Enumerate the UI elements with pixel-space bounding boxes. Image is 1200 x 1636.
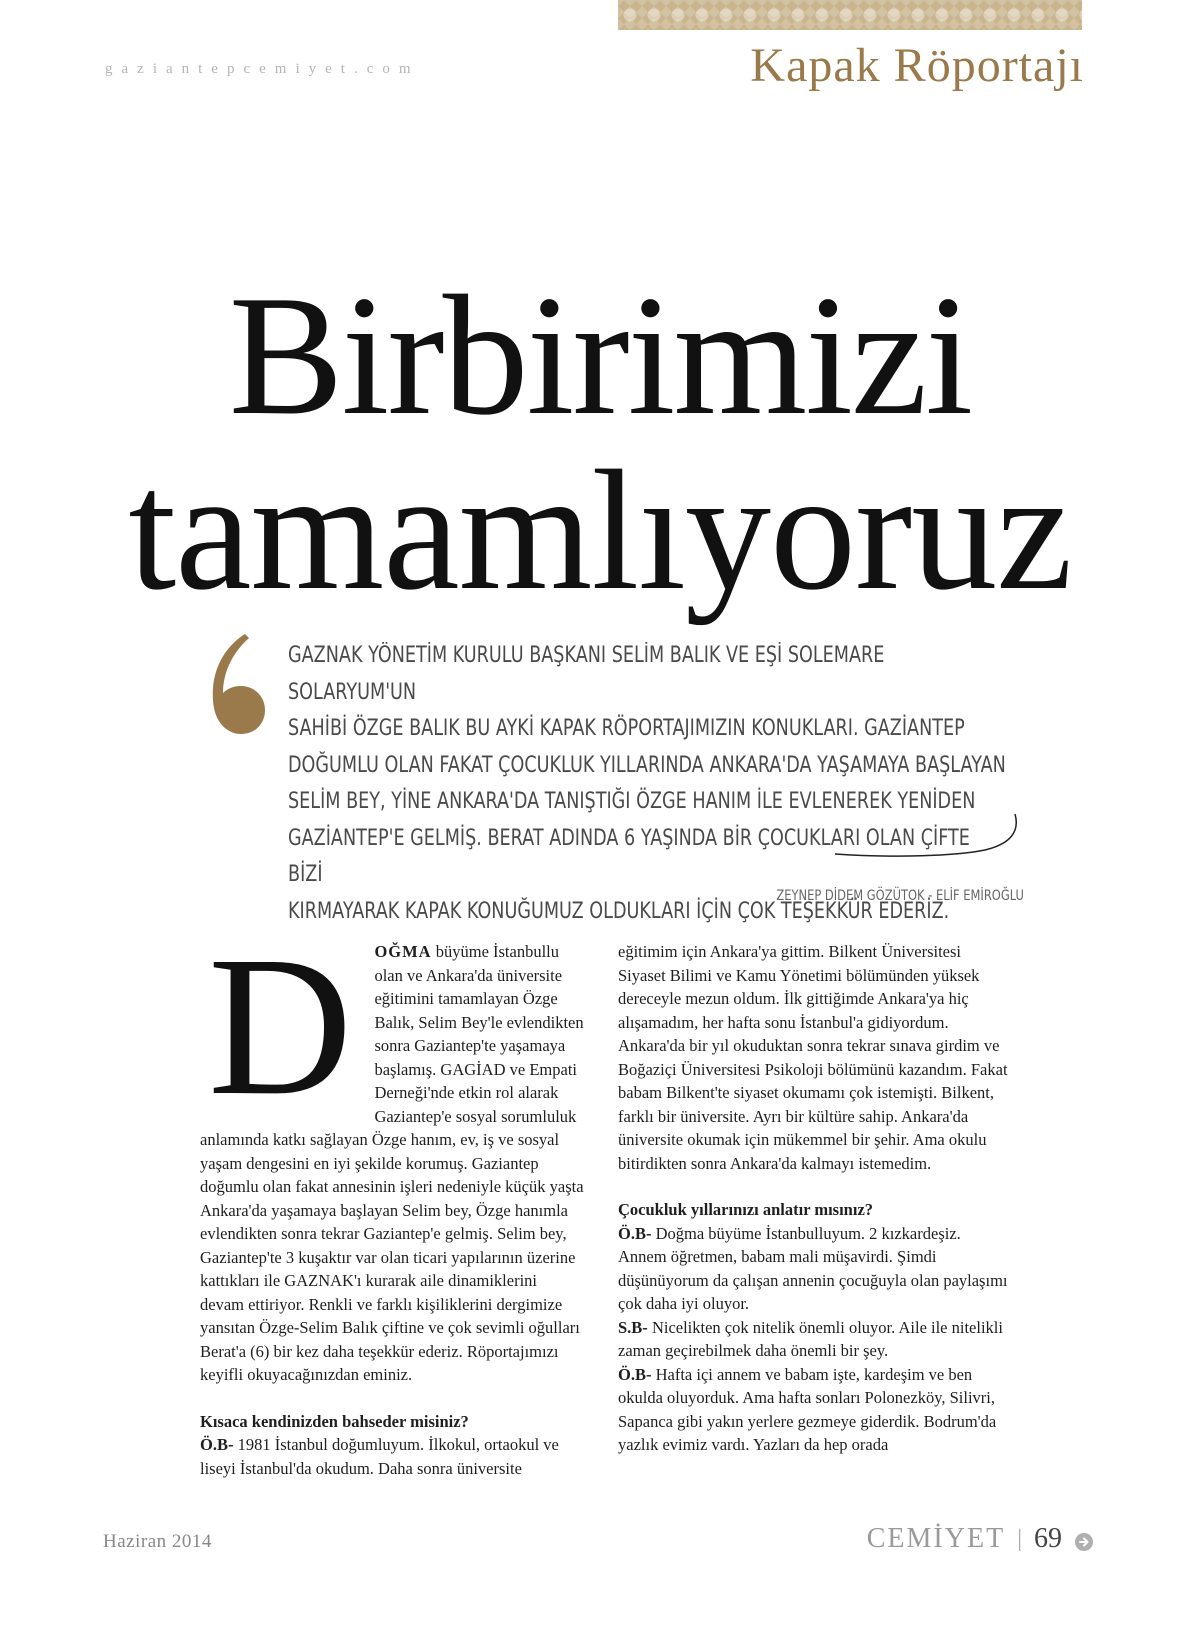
lead-word: OĞMA (374, 942, 432, 961)
speaker-tag: Ö.B- (618, 1364, 652, 1384)
speaker-tag: Ö.B- (200, 1435, 234, 1454)
quote-mark-icon (205, 630, 269, 740)
issue-date: Haziran 2014 (103, 1531, 212, 1552)
intro-line: SAHİBİ ÖZGE BALIK BU AYKİ KAPAK RÖPORTAJIMIZIN KONUKLARI. GAZİANTEP (288, 716, 965, 741)
intro-line: DOĞUMLU OLAN FAKAT ÇOCUKLUK YILLARINDA ANKARA'DA YAŞAMAYA BAŞLAYAN (288, 752, 1006, 778)
footer-folio (867, 1523, 1062, 1555)
answer-text: Doğma büyüme İstanbulluyum. 2 kızkardeşiz. Annem öğretmen, babam mali müşavirdi. Şimdi düşünüyorum da çalışan annenin çocuğuyla olan paylaşımı çok daha iyi oluyor. (618, 1223, 1008, 1313)
answer-text: eğitimim için Ankara'ya gittim. Bilkent Üniversitesi Siyaset Bilimi ve Kamu Yönetimi bölümünden yüksek dereceyle mezun oldum. İlk gittiğimde Ankara'ya hiç alışamadım, her hafta sonu İstanbul'a gidiyordum. Ankara'da bir yıl okuduktan sonra tekrar sınava girdim ve Boğaziçi Üniversitesi Psikoloji bölümünü kazandım. Fakat babam Bilkent'te siyaset okumamı çok istemişti. Bilkent, farklı bir üniversite. Ayrı bir kültüre sahip. Ankara'da üniversite okumak için mükemmel bir şehir. Ama okulu bitirdikten sonra Ankara'da kalmayı istemedim. (618, 942, 1008, 1173)
dropcap: D (208, 916, 353, 1137)
speaker-tag: S.B- (618, 1317, 648, 1337)
intro-line: KIRMAYARAK KAPAK KONUĞUMUZ OLDUKLARI İÇİN ÇOK TEŞEKKÜR EDERİZ. (288, 898, 950, 924)
intro-line: SELİM BEY, YİNE ANKARA'DA TANIŞTIĞI ÖZGE HANIM İLE EVLENEREK YENİDEN (288, 789, 976, 814)
author-credits: ZEYNEP DİDEM GÖZÜTOK - ELİF EMİROĞLU (776, 888, 1024, 904)
lead-paragraph: büyüme İstanbullu olan ve Ankara'da üniversite eğitimini tamamlayan Özge Balık, Selim Bey'le evlendikten sonra Gaziantep'te yaşamaya başlamış. GAGİAD ve Empati Derneği'nde etkin rol alarak Gaziantep'e sosyal sorumluluk anlamında katkı sağlayan Özge hanım, ev, iş ve sosyal yaşam dengesini en iyi şekilde korumuş. Gaziantep doğumlu olan fakat annesinin işleri nedeniyle küçük yaşta Ankara'da yaşamaya başlayan Selim bey, Özge hanımla evlendikten sonra tekrar Gaziantep'e gelmiş. Selim bey, Gaziantep'te 3 kuşaktır var olan ticari yapılarının üzerine kattıkları ile GAZNAK'ı kurarak aile dinamiklerini devam ettiriyor. Renkli ve farklı kişiliklerini dergimize yansıtan Özge-Selim Balık çiftine ve çok sevimli oğulları Berat'a (6) bir kez daha teşekkür ederiz. Röportajımızı keyifli okuyacağınızdan eminiz. (200, 942, 584, 1384)
page-number: 69 (1034, 1523, 1062, 1554)
header-pattern-band (618, 0, 1082, 30)
magazine-name: CEMİYET (866, 1523, 1006, 1554)
arrow-right-circle-icon[interactable] (1074, 1532, 1094, 1552)
footer-separator: | (1017, 1525, 1022, 1552)
intro-paragraph (288, 638, 1008, 930)
site-url: gaziantepcemiyet.com (105, 61, 420, 77)
decorative-curve (835, 812, 1035, 872)
intro-line: GAZİANTEP'E GELMİŞ. BERAT ADINDA 6 YAŞINDA BİR ÇOCUKLARI OLAN ÇİFTE BİZİ (288, 825, 970, 887)
question-heading: Çocukluk yıllarınızı anlatır mısınız? (618, 1200, 874, 1219)
article-column-right (618, 940, 1008, 1457)
headline-line-2: tamamlıyoruz (128, 436, 1072, 626)
answer-text: 1981 İstanbul doğumluyum. İlkokul, ortaokul ve liseyi İstanbul'da okudum. Daha sonra üniversite (200, 1435, 559, 1478)
speaker-tag: Ö.B- (618, 1223, 652, 1243)
answer-text: Nicelikten çok nitelik önemli oluyor. Aile ile nitelikli zaman geçirebilmek daha önemli bir şey. (618, 1317, 1003, 1360)
article-column-left (200, 916, 585, 1480)
section-title: Kapak Röportajı (750, 39, 1084, 92)
headline-line-1: Birbirimizi (228, 261, 972, 451)
answer-text: Hafta içi annem ve babam işte, kardeşim ve ben okulda oluyorduk. Ama hafta sonları Polonezköy, Silivri, Sapanca gibi yakın yerlere gezmeye giderdik. Bodrum'da yazlık evimiz vardı. Yazları da hep orada (618, 1364, 997, 1454)
question-heading: Kısaca kendinizden bahseder misiniz? (200, 1411, 469, 1431)
intro-line: GAZNAK YÖNETİM KURULU BAŞKANI SELİM BALIK VE EŞİ SOLEMARE SOLARYUM'UN (288, 643, 885, 705)
